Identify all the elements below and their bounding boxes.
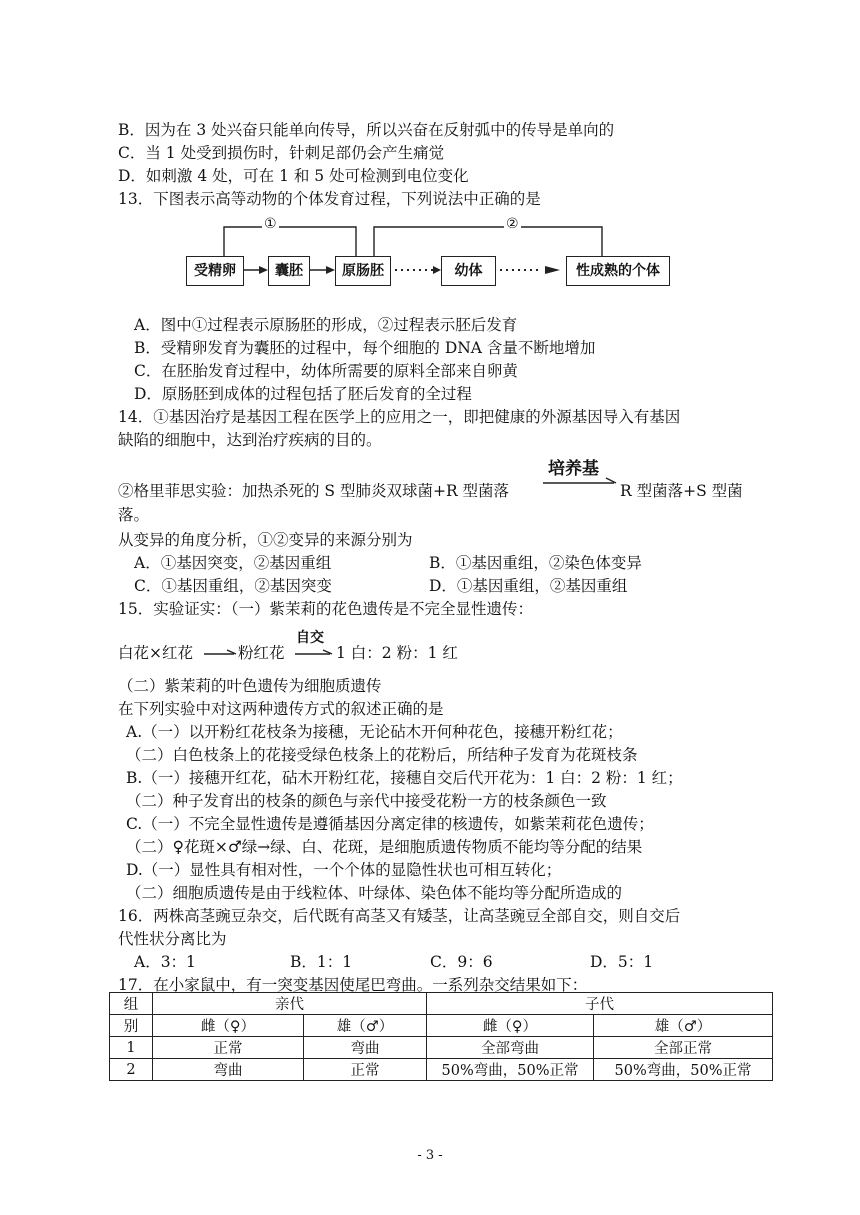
table-header-offspring: 子代 <box>427 993 773 1015</box>
table-cell: 50%弯曲，50%正常 <box>594 1059 773 1081</box>
table-cell: 正常 <box>304 1059 427 1081</box>
q15-part2: （二）紫茉莉的叶色遗传为细胞质遗传 <box>118 677 382 695</box>
q15-option-a2: （二）白色枝条上的花接受绿色枝条上的花粉后，所结种子发育为花斑枝条 <box>126 746 638 764</box>
q13-option-a: A．图中①过程表示原肠胚的形成，②过程表示胚后发育 <box>134 316 518 334</box>
q17-cross-results-table <box>109 992 773 1081</box>
q12-option-d: D．如刺激 4 处，可在 1 和 5 处可检测到电位变化 <box>118 167 469 185</box>
q15-arrow-label: 自交 <box>296 630 324 646</box>
q14-experiment-left: ②格里菲思实验：加热杀死的 S 型肺炎双球菌+R 型菌落 <box>118 482 510 500</box>
q15-option-b1: B.（一）接穗开红花，砧木开粉红花，接穗自交后代开花为：1 白：2 粉：1 红； <box>126 769 683 787</box>
q14-stem-line1: 14．①基因治疗是基因工程在医学上的应用之一，即把健康的外源基因导入有基因 <box>118 408 681 426</box>
table-cell: 2 <box>110 1059 153 1081</box>
q15-option-b2: （二）种子发育出的枝条的颜色与亲代中接受花粉一方的枝条颜色一致 <box>126 792 607 810</box>
q17-stem: 17．在小家鼠中，有一突变基因使尾巴弯曲。一系列杂交结果如下： <box>118 976 588 994</box>
q15-stem: 15．实验证实：（一）紫茉莉的花色遗传是不完全显性遗传： <box>118 600 533 618</box>
q13-box-blastula: 囊胚 <box>268 256 310 286</box>
table-cell: 弯曲 <box>304 1037 427 1059</box>
table-cell: 50%弯曲，50%正常 <box>427 1059 594 1081</box>
q15-option-d1: D.（一）显性具有相对性，一个个体的显隐性状也可相互转化； <box>126 861 562 879</box>
q14-option-c: C．①基因重组，②基因突变 <box>134 577 332 595</box>
q13-option-c: C．在胚胎发育过程中，幼体所需要的原料全部来自卵黄 <box>134 362 518 380</box>
table-cell: 1 <box>110 1037 153 1059</box>
q13-stem: 13．下图表示高等动物的个体发育过程，下列说法中正确的是 <box>118 190 541 208</box>
q12-option-b: B．因为在 3 处兴奋只能单向传导，所以兴奋在反射弧中的传导是单向的 <box>118 121 615 139</box>
q15-cross-mid: 粉红花 <box>238 644 285 662</box>
q16-stem-line2: 代性状分离比为 <box>118 930 227 948</box>
table-cell: 弯曲 <box>153 1059 304 1081</box>
q13-process-label-2: ② <box>506 216 519 232</box>
table-header-parent: 亲代 <box>153 993 427 1015</box>
table-cell: 全部正常 <box>594 1037 773 1059</box>
q16-option-b: B．1：1 <box>290 953 353 971</box>
q16-option-c: C．9：6 <box>430 953 493 971</box>
q15-option-a1: A.（一）以开粉红花枝条为接穗，无论砧木开何种花色，接穗开粉红花； <box>126 723 623 741</box>
q13-box-larva: 幼体 <box>441 256 496 286</box>
q16-stem-line1: 16．两株高茎豌豆杂交，后代既有高茎又有矮茎，让高茎豌豆全部自交，则自交后 <box>118 907 681 925</box>
page-number: - 3 - <box>417 1148 443 1163</box>
table-cell: 全部弯曲 <box>427 1037 594 1059</box>
table-row <box>110 1059 773 1081</box>
q13-process-label-1: ① <box>264 216 277 232</box>
q13-box-zygote: 受精卵 <box>186 256 244 286</box>
q15-question: 在下列实验中对这两种遗传方式的叙述正确的是 <box>118 700 444 718</box>
q16-option-a: A．3：1 <box>134 953 196 971</box>
q15-cross-left: 白花×红花 <box>118 644 193 662</box>
q14-experiment-line2: 落。 <box>118 506 150 524</box>
q15-cross-right: 1 白：2 粉：1 红 <box>336 644 458 662</box>
q13-option-d: D．原肠胚到成体的过程包括了胚后发育的全过程 <box>134 385 472 403</box>
table-header-group-1: 组 <box>110 993 153 1015</box>
q15-option-d2: （二）细胞质遗传是由于线粒体、叶绿体、染色体不能均等分配所造成的 <box>126 884 623 902</box>
q14-experiment-right: R 型菌落+S 型菌 <box>620 482 743 500</box>
q15-option-c1: C.（一）不完全显性遗传是遵循基因分离定律的核遗传，如紫茉莉花色遗传； <box>126 815 654 833</box>
q14-option-b: B．①基因重组，②染色体变异 <box>429 554 642 572</box>
table-header-group-2: 别 <box>110 1015 153 1037</box>
table-cell: 正常 <box>153 1037 304 1059</box>
table-row <box>110 1037 773 1059</box>
q14-arrow-label: 培养基 <box>548 459 599 479</box>
q16-option-d: D．5：1 <box>590 953 654 971</box>
q13-box-gastrula: 原肠胚 <box>335 256 391 286</box>
table-header-offspring-male: 雄（♂） <box>594 1015 773 1037</box>
q14-question: 从变异的角度分析，①②变异的来源分别为 <box>118 531 413 549</box>
q13-option-b: B．受精卵发育为囊胚的过程中，每个细胞的 DNA 含量不断地增加 <box>134 339 596 357</box>
q14-option-d: D．①基因重组，②基因重组 <box>429 577 628 595</box>
table-header-parent-male: 雄（♂） <box>304 1015 427 1037</box>
q14-option-a: A．①基因突变，②基因重组 <box>134 554 332 572</box>
table-header-parent-female: 雌（♀） <box>153 1015 304 1037</box>
q15-option-c2: （二）♀花斑×♂绿→绿、白、花斑，是细胞质遗传物质不能均等分配的结果 <box>126 838 643 856</box>
table-header-offspring-female: 雌（♀） <box>427 1015 594 1037</box>
q14-stem-line2: 缺陷的细胞中，达到治疗疾病的目的。 <box>118 431 382 449</box>
q12-option-c: C．当 1 处受到损伤时，针刺足部仍会产生痛觉 <box>118 144 445 162</box>
q13-box-adult: 性成熟的个体 <box>566 256 670 286</box>
